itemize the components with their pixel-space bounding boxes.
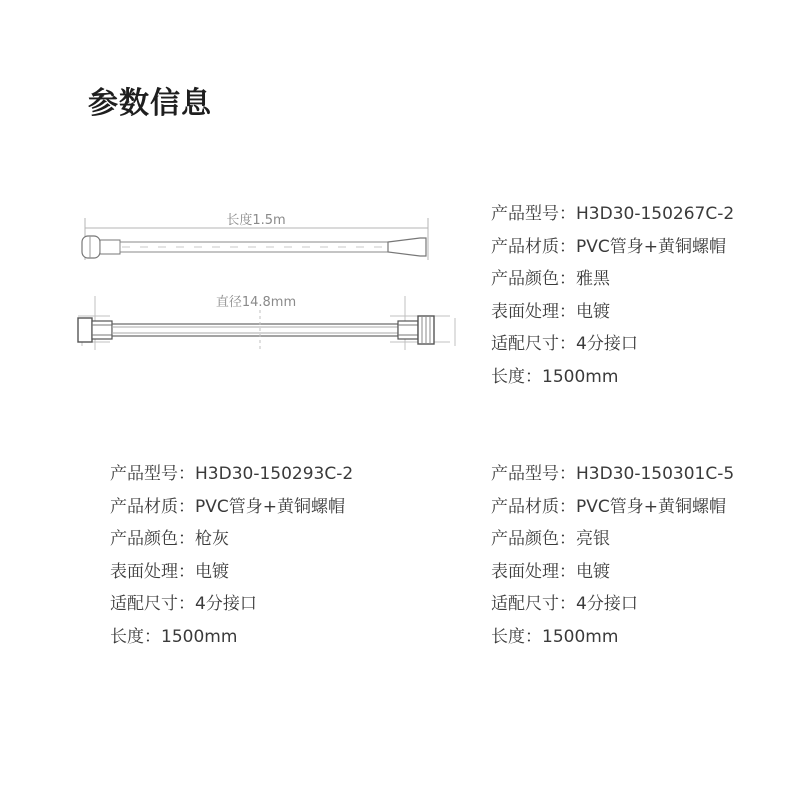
left-nut-section <box>78 318 92 342</box>
spec-length: 长度：1500mm <box>491 626 619 647</box>
spec-size: 适配尺寸：4分接口 <box>491 334 638 354</box>
spec-block-silver <box>491 458 734 653</box>
spec-length: 长度：1500mm <box>110 626 238 647</box>
hose-section-body <box>112 324 398 336</box>
hose-side-view <box>82 212 428 260</box>
diameter-label: 直径14.8mm <box>215 295 297 310</box>
right-cone-fitting <box>388 238 426 256</box>
spec-model: 产品型号：H3D30-150293C-2 <box>110 464 354 484</box>
spec-finish: 表面处理：电镀 <box>491 301 610 322</box>
spec-material: 产品材质：PVC管身+黄铜螺帽 <box>491 236 726 257</box>
left-nut-outline <box>82 236 100 258</box>
spec-material: 产品材质：PVC管身+黄铜螺帽 <box>110 496 345 517</box>
spec-color: 产品颜色：枪灰 <box>110 529 229 549</box>
length-label: 长度1.5m <box>226 213 286 228</box>
spec-model: 产品型号：H3D30-150301C-5 <box>491 464 735 484</box>
spec-material: 产品材质：PVC管身+黄铜螺帽 <box>491 496 726 517</box>
spec-color: 产品颜色：雅黑 <box>491 269 610 289</box>
spec-block-gunmetal <box>110 458 353 653</box>
spec-model: 产品型号：H3D30-150267C-2 <box>491 204 735 224</box>
hose-section-view <box>78 294 455 350</box>
spec-color: 产品颜色：亮银 <box>491 529 610 549</box>
spec-finish: 表面处理：电镀 <box>110 561 229 582</box>
spec-block-black <box>491 198 734 393</box>
spec-size: 适配尺寸：4分接口 <box>491 594 638 614</box>
spec-length: 长度：1500mm <box>491 366 619 387</box>
page-title: 参数信息 <box>88 86 212 121</box>
hose-technical-drawing <box>70 200 470 360</box>
spec-finish: 表面处理：电镀 <box>491 561 610 582</box>
spec-size: 适配尺寸：4分接口 <box>110 594 257 614</box>
